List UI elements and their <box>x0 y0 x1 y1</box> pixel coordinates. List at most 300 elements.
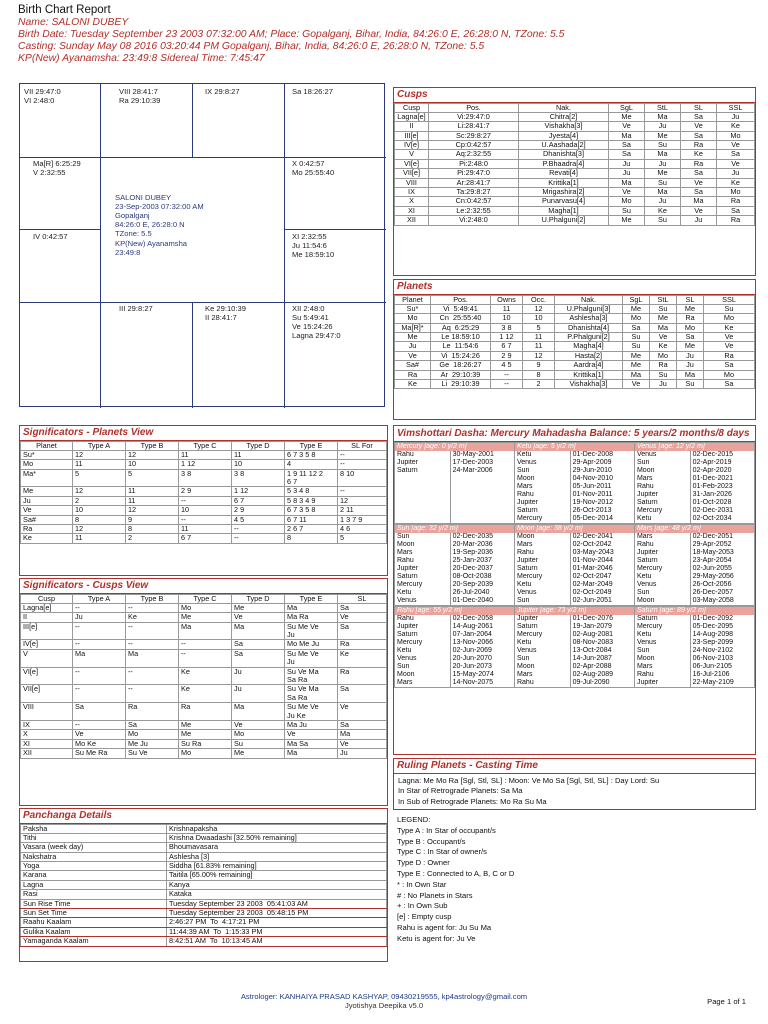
table-row <box>395 351 755 360</box>
table-cell: Ke <box>395 380 431 389</box>
sig-cusps-table <box>20 594 387 759</box>
table-cell: Vi 5:49:41 <box>431 304 491 313</box>
dasha-row <box>395 589 755 597</box>
antardasha-planet: Moon <box>514 533 570 541</box>
table-cell: Krittika[1] <box>555 370 623 379</box>
table-row <box>395 380 755 389</box>
table-row <box>21 640 387 649</box>
report-title: Birth Chart Report <box>18 4 111 16</box>
table-cell: Ve <box>650 333 677 342</box>
table-cell: 6 7 <box>491 342 523 351</box>
table-row <box>395 323 755 332</box>
column-header: Cusp <box>21 594 73 603</box>
table-cell: Sa <box>232 649 285 667</box>
antardasha-date: 02-Apr-2088 <box>570 663 634 671</box>
table-cell: 11 <box>523 333 555 342</box>
table-cell: -- <box>126 640 179 649</box>
antardasha-planet: Mars <box>634 663 690 671</box>
dasha-group <box>394 524 755 606</box>
table-cell: Ra <box>681 159 717 168</box>
antardasha-date: 01-Dec-2008 <box>570 451 634 459</box>
table-cell: 2 <box>126 534 179 543</box>
antardasha-date: 23-Sep-2099 <box>690 639 754 647</box>
table-cell: 11 <box>126 496 179 505</box>
table-row <box>395 122 755 131</box>
table-row <box>395 361 755 370</box>
dasha-row <box>395 451 755 459</box>
table-cell: 12 <box>126 506 179 515</box>
empty-cell <box>395 507 451 515</box>
antardasha-date: 20-Dec-2037 <box>450 565 514 573</box>
antardasha-planet: Mercury <box>395 581 451 589</box>
table-cell: 9 <box>523 361 555 370</box>
table-row <box>21 833 387 842</box>
table-cell: Ve <box>232 613 285 622</box>
antardasha-date: 14-Aug-2061 <box>450 623 514 631</box>
dasha-group <box>394 442 755 524</box>
table-cell: Me <box>677 342 704 351</box>
antardasha-date: 29-Apr-2009 <box>570 459 634 467</box>
dasha-row <box>395 557 755 565</box>
legend-line: Type B : Occupant/s <box>397 836 466 846</box>
column-header: Occ. <box>523 295 555 304</box>
table-cell: V <box>21 649 73 667</box>
table-cell: Sa <box>717 206 755 215</box>
table-cell: -- <box>179 515 232 524</box>
table-cell: 12 <box>73 487 126 496</box>
table-cell: Ve <box>73 730 126 739</box>
table-cell: 6 7 3 5 8 <box>285 450 338 459</box>
table-cell: Aq:2:32:55 <box>429 150 519 159</box>
table-cell: Me <box>232 749 285 758</box>
antardasha-date: 01-Dec-2040 <box>450 597 514 606</box>
mahadasha-header: Moon [age: 38 y/2 m] <box>514 525 634 534</box>
table-cell: Sa <box>681 112 717 121</box>
table-row <box>21 667 387 685</box>
table-cell: 6 7 <box>232 496 285 505</box>
column-header: Type B <box>126 594 179 603</box>
legend-line: * : In Own Star <box>397 879 447 889</box>
table-cell: Sa <box>677 333 704 342</box>
table-row <box>395 197 755 206</box>
mahadasha-header: Rahu [age: 55 y/2 m] <box>395 607 515 616</box>
antardasha-planet: Venus <box>634 581 690 589</box>
table-cell: Ma[R]* <box>395 323 431 332</box>
table-cell: Su <box>609 206 645 215</box>
table-row <box>21 937 387 946</box>
table-row <box>21 506 387 515</box>
antardasha-planet: Venus <box>395 655 451 663</box>
table-cell: Su Me Ve Ju Ke <box>285 703 338 721</box>
mahadasha-header: Sun [age: 32 y/2 m] <box>395 525 515 534</box>
table-cell: Gulika Kaalam <box>21 927 167 936</box>
table-cell: Sa <box>338 720 387 729</box>
table-cell: Ve <box>338 613 387 622</box>
antardasha-planet: Mars <box>634 475 690 483</box>
table-cell: IX <box>21 720 73 729</box>
column-header: Type E <box>285 441 338 450</box>
sig-planets-table <box>20 441 387 544</box>
table-cell: X <box>395 197 429 206</box>
ruling-title: Ruling Planets - Casting Time <box>394 759 755 774</box>
table-cell: Revati[4] <box>519 169 609 178</box>
table-cell: -- <box>73 603 126 612</box>
table-cell: Ge 18:26:27 <box>431 361 491 370</box>
table-cell: Su <box>645 141 681 150</box>
table-cell: Ve <box>21 506 73 515</box>
table-cell: Su <box>232 739 285 748</box>
table-cell: Su <box>650 370 677 379</box>
antardasha-date: 07-Jan-2064 <box>450 631 514 639</box>
table-cell: Le:2:32:55 <box>429 206 519 215</box>
planets-title: Planets <box>394 280 755 295</box>
sig-cusps-title: Significators - Cusps View <box>20 579 387 594</box>
dasha-row <box>395 459 755 467</box>
column-header: Planet <box>395 295 431 304</box>
table-cell: Me <box>645 131 681 140</box>
table-cell: Su* <box>395 304 431 313</box>
table-cell: Ju <box>609 159 645 168</box>
antardasha-date: 02-Dec-2051 <box>690 533 754 541</box>
table-cell: Ma <box>285 603 338 612</box>
mahadasha-header: Mercury [age: 0 y/2 m] <box>395 443 515 452</box>
table-cell: -- <box>126 603 179 612</box>
antardasha-date: 15-May-2074 <box>450 671 514 679</box>
empty-cell <box>450 499 514 507</box>
table-cell: 12 <box>523 304 555 313</box>
table-cell: Mo <box>717 188 755 197</box>
antardasha-planet: Rahu <box>634 541 690 549</box>
table-cell: Ve <box>623 380 650 389</box>
antardasha-planet: Moon <box>634 467 690 475</box>
table-cell: Ve <box>232 720 285 729</box>
table-cell: 5 <box>126 469 179 487</box>
empty-cell <box>450 507 514 515</box>
antardasha-date: 22-May-2109 <box>690 679 754 688</box>
column-header: SgL <box>609 103 645 112</box>
table-cell: Hasta[2] <box>555 351 623 360</box>
table-cell: 5 <box>73 469 126 487</box>
mahadasha-header: Saturn [age: 89 y/2 m] <box>634 607 754 616</box>
table-cell: 11:44:39 AM To 1:15:33 PM <box>167 927 387 936</box>
antardasha-planet: Sun <box>634 589 690 597</box>
table-cell: Ar 29:10:39 <box>431 370 491 379</box>
antardasha-date: 02-Dec-2058 <box>450 615 514 623</box>
table-row <box>21 749 387 758</box>
dasha-row <box>395 507 755 515</box>
table-cell: Su* <box>21 450 73 459</box>
antardasha-date: 02-Jun-2051 <box>570 597 634 606</box>
table-cell: Siddha [61.83% remaining] <box>167 862 387 871</box>
column-header: StL <box>645 103 681 112</box>
table-cell: Ma <box>179 622 232 640</box>
table-cell: P.Phalguni[2] <box>555 333 623 342</box>
table-cell: VI[e] <box>21 667 73 685</box>
table-cell: Dhanishta[4] <box>555 323 623 332</box>
table-row <box>21 918 387 927</box>
table-cell: 10 <box>232 460 285 469</box>
table-cell: Ju <box>73 613 126 622</box>
house-cell: IV 0:42:57 <box>33 232 68 241</box>
antardasha-planet: Saturn <box>395 467 451 475</box>
table-cell: 1 9 11 12 2 6 7 <box>285 469 338 487</box>
empty-cell <box>395 483 451 491</box>
antardasha-date: 05-Jun-2011 <box>570 483 634 491</box>
table-cell: Ma Ra <box>285 613 338 622</box>
antardasha-planet: Mercury <box>634 507 690 515</box>
table-cell: Tithi <box>21 833 167 842</box>
antardasha-date: 16-Jul-2106 <box>690 671 754 679</box>
table-cell: Ve <box>285 730 338 739</box>
empty-cell <box>395 499 451 507</box>
table-cell: 8 <box>73 515 126 524</box>
antardasha-planet: Ketu <box>395 589 451 597</box>
table-cell: Ju <box>645 159 681 168</box>
antardasha-date: 24-Nov-2102 <box>690 647 754 655</box>
dasha-row <box>395 541 755 549</box>
table-cell: XII <box>395 216 429 225</box>
antardasha-planet: Mars <box>395 549 451 557</box>
table-cell: 6 7 11 <box>285 515 338 524</box>
column-header: Type A <box>73 441 126 450</box>
dasha-row <box>395 679 755 688</box>
table-cell: -- <box>232 534 285 543</box>
table-cell: Paksha <box>21 824 167 833</box>
legend-line: Rahu is agent for: Ju Su Ma <box>397 922 492 932</box>
antardasha-planet: Rahu <box>514 679 570 688</box>
antardasha-planet: Saturn <box>395 573 451 581</box>
column-header: Planet <box>21 441 73 450</box>
table-cell: 11 <box>179 525 232 534</box>
antardasha-planet: Mercury <box>514 631 570 639</box>
table-cell: Su <box>623 342 650 351</box>
house-cell: Ke 29:10:39 II 28:41:7 <box>205 304 246 323</box>
table-cell: Ra <box>126 703 179 721</box>
table-cell: Aq 6:25:29 <box>431 323 491 332</box>
column-header: Type B <box>126 441 179 450</box>
legend-line: Type D : Owner <box>397 858 450 868</box>
table-cell: 12 <box>523 351 555 360</box>
antardasha-planet: Saturn <box>634 499 690 507</box>
column-header: StL <box>650 295 677 304</box>
table-cell: Su Me Ve Ju <box>285 649 338 667</box>
antardasha-planet: Rahu <box>634 483 690 491</box>
table-cell: -- <box>73 622 126 640</box>
table-cell: -- <box>232 525 285 534</box>
legend-line: [e] : Empty cusp <box>397 912 452 922</box>
legend-line: + : In Own Sub <box>397 901 448 911</box>
table-cell: 10 <box>126 460 179 469</box>
antardasha-date: 05-Dec-2014 <box>570 515 634 524</box>
table-cell: U.Phalguni[2] <box>519 216 609 225</box>
table-cell: Ma <box>645 188 681 197</box>
antardasha-planet: Mercury <box>395 639 451 647</box>
table-cell: Su Ve Ma Sa Ra <box>285 667 338 685</box>
table-cell: XII <box>21 749 73 758</box>
table-cell: Ju <box>650 380 677 389</box>
antardasha-date: 20-Sep-2039 <box>450 581 514 589</box>
page-number: Page 1 of 1 <box>707 997 746 1006</box>
table-cell: Ra <box>704 351 755 360</box>
dasha-row <box>395 655 755 663</box>
antardasha-planet: Rahu <box>395 557 451 565</box>
table-cell: Ashlesha[3] <box>555 314 623 323</box>
table-row <box>21 487 387 496</box>
person-name: Name: SALONI DUBEY <box>18 17 129 29</box>
antardasha-date: 23-Apr-2054 <box>690 557 754 565</box>
table-row <box>21 739 387 748</box>
antardasha-planet: Moon <box>395 671 451 679</box>
legend-line: Type E : Connected to A, B, C or D <box>397 868 515 878</box>
antardasha-planet: Moon <box>514 663 570 671</box>
table-cell: Ma <box>73 649 126 667</box>
dasha-row <box>395 467 755 475</box>
table-cell: Pi:2:48:0 <box>429 159 519 168</box>
dasha-periods <box>394 442 755 688</box>
table-cell: Ve <box>681 122 717 131</box>
antardasha-planet: Saturn <box>634 615 690 623</box>
antardasha-date: 02-Aug-2081 <box>570 631 634 639</box>
table-cell: Me <box>623 361 650 370</box>
table-cell: 5 3 4 8 <box>285 487 338 496</box>
antardasha-planet: Venus <box>514 459 570 467</box>
table-cell: Ma <box>232 703 285 721</box>
table-cell: 11 <box>491 304 523 313</box>
table-cell: Su Ve <box>126 749 179 758</box>
table-cell: -- <box>338 450 387 459</box>
antardasha-date: 02-Jun-2069 <box>450 647 514 655</box>
cusps-table <box>394 103 755 226</box>
dasha-row <box>395 475 755 483</box>
antardasha-planet: Jupiter <box>395 459 451 467</box>
table-cell: Krishnapaksha <box>167 824 387 833</box>
column-header: Owns <box>491 295 523 304</box>
table-cell: Me <box>677 304 704 313</box>
empty-cell <box>395 515 451 524</box>
table-cell: Me <box>609 112 645 121</box>
table-row <box>21 703 387 721</box>
column-header: Type C <box>179 441 232 450</box>
table-cell: 10 <box>491 314 523 323</box>
antardasha-date: 20-Jun-2073 <box>450 663 514 671</box>
table-cell: -- <box>179 649 232 667</box>
significators-planets-section <box>19 425 388 576</box>
table-cell: 12 <box>338 496 387 505</box>
table-row <box>21 871 387 880</box>
antardasha-date: 02-Oct-2034 <box>690 515 754 524</box>
column-header: SSL <box>717 103 755 112</box>
dasha-group <box>394 606 755 688</box>
table-row <box>21 685 387 703</box>
table-cell: III[e] <box>21 622 73 640</box>
table-cell: Mo <box>21 460 73 469</box>
antardasha-date: 05-Dec-2095 <box>690 623 754 631</box>
table-row <box>21 603 387 612</box>
table-cell: 4 6 <box>338 525 387 534</box>
dasha-row <box>395 597 755 606</box>
table-cell: 11 <box>73 534 126 543</box>
dasha-row <box>395 565 755 573</box>
column-header: Type D <box>232 441 285 450</box>
antardasha-date: 06-Jun-2105 <box>690 663 754 671</box>
table-cell: IV[e] <box>395 141 429 150</box>
empty-cell <box>450 515 514 524</box>
table-cell: 2:46:27 PM To 4:17:21 PM <box>167 918 387 927</box>
dasha-row <box>395 483 755 491</box>
column-header: SSL <box>704 295 755 304</box>
antardasha-planet: Ketu <box>514 451 570 459</box>
table-cell: 4 <box>285 460 338 469</box>
table-cell: Su <box>623 333 650 342</box>
table-cell: Me <box>179 720 232 729</box>
casting-details: Casting: Sunday May 08 2016 03:20:44 PM Gopalganj, Bihar, India, 84:26:0 E, 26:28:0 N, TZone: 5.5 <box>18 41 485 53</box>
table-cell: Ma <box>645 112 681 121</box>
table-cell: Ve <box>681 206 717 215</box>
table-cell: Vi 15:24:26 <box>431 351 491 360</box>
antardasha-planet: Saturn <box>395 631 451 639</box>
table-cell: Ve <box>609 122 645 131</box>
table-cell: Ve <box>704 333 755 342</box>
antardasha-planet: Jupiter <box>514 499 570 507</box>
table-cell: Tuesday September 23 2003 05:41:03 AM <box>167 899 387 908</box>
table-cell: 4 5 <box>232 515 285 524</box>
table-cell: 6 7 3 5 8 <box>285 506 338 515</box>
table-cell: Krishna Dwaadashi [32.50% remaining] <box>167 833 387 842</box>
table-cell: Su Me Ra <box>73 749 126 758</box>
antardasha-date: 24-Mar-2006 <box>450 467 514 475</box>
table-cell: 2 9 <box>179 487 232 496</box>
antardasha-planet: Ketu <box>514 639 570 647</box>
table-cell: Mo <box>650 351 677 360</box>
antardasha-planet: Mars <box>395 679 451 688</box>
table-cell: 8 <box>126 525 179 534</box>
antardasha-planet: Jupiter <box>514 557 570 565</box>
table-cell: Mo <box>704 314 755 323</box>
table-cell: Ke <box>717 122 755 131</box>
planets-table <box>394 295 755 390</box>
sig-planets-title: Significators - Planets View <box>20 426 387 441</box>
table-cell: Sa <box>623 323 650 332</box>
birth-details: Birth Date: Tuesday September 23 2003 07:32:00 AM; Place: Gopalganj, Bihar, India, 84:26:0 E, 26:28:0 N, TZone: 5.5 <box>18 29 565 41</box>
table-row <box>395 304 755 313</box>
table-cell: 2 11 <box>338 506 387 515</box>
table-cell: P.Bhaadra[4] <box>519 159 609 168</box>
table-row <box>395 206 755 215</box>
house-cell: Ma[R] 6:25:29 V 2:32:55 <box>33 159 81 178</box>
antardasha-date: 08-Nov-2083 <box>570 639 634 647</box>
antardasha-planet: Venus <box>395 597 451 606</box>
table-cell: Su <box>650 304 677 313</box>
antardasha-date: 13-Oct-2084 <box>570 647 634 655</box>
table-cell: Ma Sa <box>285 739 338 748</box>
table-cell: 8 <box>285 534 338 543</box>
column-header: SL <box>677 295 704 304</box>
antardasha-planet: Jupiter <box>634 491 690 499</box>
table-cell: Sa# <box>21 515 73 524</box>
dasha-row <box>395 639 755 647</box>
table-cell: Me <box>232 603 285 612</box>
table-cell: Sa <box>681 131 717 140</box>
table-cell: Ve <box>395 351 431 360</box>
table-cell: Ju <box>677 361 704 370</box>
table-cell: Ra <box>179 703 232 721</box>
antardasha-planet: Mars <box>514 671 570 679</box>
table-cell: Rasi <box>21 890 167 899</box>
table-cell: Ve <box>338 739 387 748</box>
table-cell: Ke <box>179 667 232 685</box>
table-cell: VII[e] <box>395 169 429 178</box>
table-cell: Ju <box>681 216 717 225</box>
